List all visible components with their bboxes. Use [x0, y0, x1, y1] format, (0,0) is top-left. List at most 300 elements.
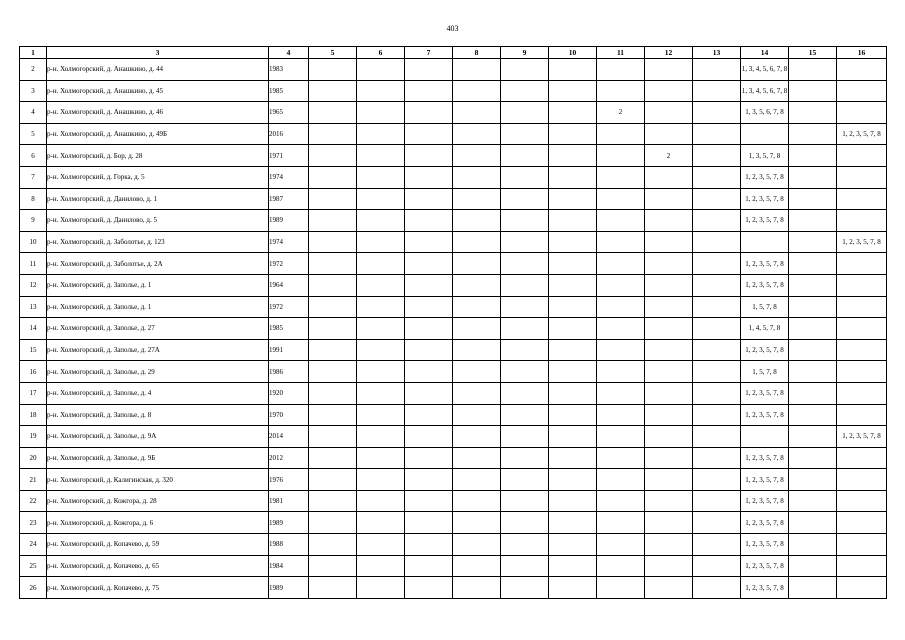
year-cell: 1986: [269, 361, 309, 383]
col-8-cell: [453, 404, 501, 426]
col-15-cell: [789, 469, 837, 491]
col-15-cell: [789, 274, 837, 296]
col-11-cell: [597, 426, 645, 448]
col-10-cell: [549, 210, 597, 232]
col-9-cell: [501, 469, 549, 491]
col-6-cell: [357, 555, 405, 577]
column-header: 9: [501, 47, 549, 59]
col-15-cell: [789, 426, 837, 448]
col-6-cell: [357, 145, 405, 167]
col-13-cell: [693, 426, 741, 448]
address-cell: р-н. Холмогорский, д. Заполье, д. 8: [47, 404, 269, 426]
col-16-cell: [837, 534, 887, 556]
col-13-cell: [693, 555, 741, 577]
address-cell: р-н. Холмогорский, д. Анашкино, д. 49Б: [47, 123, 269, 145]
col-15-cell: [789, 577, 837, 599]
table-row: [20, 490, 887, 512]
column-header: 1: [20, 47, 47, 59]
col-15-cell: [789, 382, 837, 404]
address-cell: р-н. Холмогорский, д. Бор, д. 28: [47, 145, 269, 167]
col-5-cell: [309, 231, 357, 253]
col-6-cell: [357, 274, 405, 296]
col-6-cell: [357, 231, 405, 253]
col-12-cell: [645, 404, 693, 426]
address-cell: р-н. Холмогорский, д. Копачево, д. 65: [47, 555, 269, 577]
address-cell: р-н. Холмогорский, д. Кожгора, д. 6: [47, 512, 269, 534]
col-6-cell: [357, 490, 405, 512]
col-7-cell: [405, 339, 453, 361]
col-9-cell: [501, 404, 549, 426]
year-cell: 1985: [269, 80, 309, 102]
col-8-cell: [453, 382, 501, 404]
col-8-cell: [453, 231, 501, 253]
address-cell: р-н. Холмогорский, д. Кожгора, д. 28: [47, 490, 269, 512]
table-row: [20, 145, 887, 167]
col-7-cell: [405, 361, 453, 383]
col-10-cell: [549, 426, 597, 448]
year-cell: 2016: [269, 123, 309, 145]
col-10-cell: [549, 361, 597, 383]
col-11-cell: [597, 231, 645, 253]
col-8-cell: [453, 361, 501, 383]
col-10-cell: [549, 166, 597, 188]
col-5-cell: [309, 490, 357, 512]
year-cell: 1984: [269, 555, 309, 577]
col-9-cell: [501, 102, 549, 124]
year-cell: 1989: [269, 512, 309, 534]
col-6-cell: [357, 318, 405, 340]
col-11-cell: [597, 80, 645, 102]
row-number-cell: 15: [20, 339, 47, 361]
address-cell: р-н. Холмогорский, д. Данилово, д. 1: [47, 188, 269, 210]
col-14-cell: 1, 2, 3, 5, 7, 8: [741, 469, 789, 491]
col-16-cell: [837, 102, 887, 124]
column-header: 16: [837, 47, 887, 59]
row-number-cell: 19: [20, 426, 47, 448]
year-cell: 1976: [269, 469, 309, 491]
col-11-cell: [597, 339, 645, 361]
col-15-cell: [789, 447, 837, 469]
col-13-cell: [693, 123, 741, 145]
table-row: [20, 512, 887, 534]
col-14-cell: 1, 2, 3, 5, 7, 8: [741, 512, 789, 534]
col-11-cell: [597, 447, 645, 469]
col-6-cell: [357, 361, 405, 383]
col-6-cell: [357, 469, 405, 491]
row-number-cell: 12: [20, 274, 47, 296]
col-8-cell: [453, 166, 501, 188]
col-9-cell: [501, 253, 549, 275]
address-cell: р-н. Холмогорский, д. Анашкино, д. 44: [47, 59, 269, 81]
col-16-cell: [837, 447, 887, 469]
col-6-cell: [357, 59, 405, 81]
row-number-cell: 26: [20, 577, 47, 599]
col-14-cell: 1, 2, 3, 5, 7, 8: [741, 490, 789, 512]
col-15-cell: [789, 555, 837, 577]
column-header: 5: [309, 47, 357, 59]
col-5-cell: [309, 339, 357, 361]
col-6-cell: [357, 80, 405, 102]
col-13-cell: [693, 274, 741, 296]
page-number: 403: [446, 24, 459, 33]
col-12-cell: [645, 555, 693, 577]
table-row: [20, 188, 887, 210]
col-14-cell: 1, 2, 3, 5, 7, 8: [741, 339, 789, 361]
col-12-cell: [645, 512, 693, 534]
col-12-cell: [645, 253, 693, 275]
col-12-cell: [645, 382, 693, 404]
address-cell: р-н. Холмогорский, д. Копачево, д. 75: [47, 577, 269, 599]
year-cell: 1981: [269, 490, 309, 512]
column-header: 4: [269, 47, 309, 59]
col-11-cell: [597, 253, 645, 275]
col-16-cell: [837, 490, 887, 512]
col-12-cell: [645, 296, 693, 318]
col-9-cell: [501, 426, 549, 448]
address-cell: р-н. Холмогорский, д. Заполье, д. 1: [47, 296, 269, 318]
col-7-cell: [405, 274, 453, 296]
col-10-cell: [549, 188, 597, 210]
col-12-cell: [645, 210, 693, 232]
col-12-cell: [645, 166, 693, 188]
col-5-cell: [309, 534, 357, 556]
col-5-cell: [309, 123, 357, 145]
row-number-cell: 21: [20, 469, 47, 491]
column-header: 6: [357, 47, 405, 59]
col-5-cell: [309, 469, 357, 491]
col-15-cell: [789, 534, 837, 556]
col-6-cell: [357, 166, 405, 188]
col-9-cell: [501, 274, 549, 296]
col-12-cell: [645, 231, 693, 253]
col-7-cell: [405, 145, 453, 167]
year-cell: 1965: [269, 102, 309, 124]
col-11-cell: [597, 361, 645, 383]
col-8-cell: [453, 555, 501, 577]
col-14-cell: 1, 3, 5, 6, 7, 8: [741, 102, 789, 124]
col-5-cell: [309, 318, 357, 340]
col-10-cell: [549, 318, 597, 340]
col-8-cell: [453, 123, 501, 145]
col-14-cell: 1, 2, 3, 5, 7, 8: [741, 166, 789, 188]
table-row: [20, 426, 887, 448]
col-8-cell: [453, 274, 501, 296]
col-6-cell: [357, 577, 405, 599]
col-5-cell: [309, 404, 357, 426]
col-6-cell: [357, 404, 405, 426]
row-number-cell: 22: [20, 490, 47, 512]
col-10-cell: [549, 512, 597, 534]
table-row: [20, 339, 887, 361]
col-6-cell: [357, 512, 405, 534]
col-15-cell: [789, 80, 837, 102]
col-10-cell: [549, 534, 597, 556]
row-number-cell: 11: [20, 253, 47, 275]
col-9-cell: [501, 59, 549, 81]
col-10-cell: [549, 102, 597, 124]
col-8-cell: [453, 577, 501, 599]
year-cell: 1991: [269, 339, 309, 361]
row-number-cell: 24: [20, 534, 47, 556]
col-16-cell: [837, 404, 887, 426]
address-cell: р-н. Холмогорский, д. Горка, д. 5: [47, 166, 269, 188]
col-6-cell: [357, 339, 405, 361]
col-7-cell: [405, 210, 453, 232]
year-cell: 1964: [269, 274, 309, 296]
col-16-cell: [837, 469, 887, 491]
col-13-cell: [693, 188, 741, 210]
row-number-cell: 10: [20, 231, 47, 253]
col-10-cell: [549, 231, 597, 253]
col-16-cell: [837, 145, 887, 167]
col-12-cell: [645, 469, 693, 491]
col-5-cell: [309, 188, 357, 210]
col-11-cell: [597, 59, 645, 81]
row-number-cell: 6: [20, 145, 47, 167]
col-7-cell: [405, 469, 453, 491]
col-13-cell: [693, 404, 741, 426]
col-9-cell: [501, 512, 549, 534]
row-number-cell: 5: [20, 123, 47, 145]
col-16-cell: [837, 296, 887, 318]
column-header: 8: [453, 47, 501, 59]
column-header: 10: [549, 47, 597, 59]
col-7-cell: [405, 188, 453, 210]
col-12-cell: [645, 361, 693, 383]
table-row: [20, 274, 887, 296]
col-5-cell: [309, 577, 357, 599]
table-row: [20, 231, 887, 253]
table-row: [20, 447, 887, 469]
col-11-cell: [597, 382, 645, 404]
address-cell: р-н. Холмогорский, д. Заполье, д. 4: [47, 382, 269, 404]
col-14-cell: 1, 2, 3, 5, 7, 8: [741, 188, 789, 210]
col-15-cell: [789, 145, 837, 167]
col-10-cell: [549, 577, 597, 599]
col-6-cell: [357, 382, 405, 404]
col-5-cell: [309, 512, 357, 534]
col-11-cell: 2: [597, 102, 645, 124]
col-12-cell: [645, 490, 693, 512]
col-9-cell: [501, 490, 549, 512]
column-header: 7: [405, 47, 453, 59]
col-9-cell: [501, 339, 549, 361]
column-header: 12: [645, 47, 693, 59]
col-5-cell: [309, 80, 357, 102]
column-header: 13: [693, 47, 741, 59]
year-cell: 1985: [269, 318, 309, 340]
col-5-cell: [309, 426, 357, 448]
table-row: [20, 166, 887, 188]
year-cell: 1983: [269, 59, 309, 81]
col-14-cell: 1, 3, 5, 7, 8: [741, 145, 789, 167]
col-5-cell: [309, 102, 357, 124]
year-cell: 1970: [269, 404, 309, 426]
col-8-cell: [453, 80, 501, 102]
col-13-cell: [693, 59, 741, 81]
col-15-cell: [789, 210, 837, 232]
col-7-cell: [405, 166, 453, 188]
col-11-cell: [597, 490, 645, 512]
col-5-cell: [309, 59, 357, 81]
col-13-cell: [693, 534, 741, 556]
col-15-cell: [789, 404, 837, 426]
address-cell: р-н. Холмогорский, д. Данилово, д. 5: [47, 210, 269, 232]
col-14-cell: 1, 4, 5, 7, 8: [741, 318, 789, 340]
col-6-cell: [357, 253, 405, 275]
col-6-cell: [357, 447, 405, 469]
col-9-cell: [501, 188, 549, 210]
year-cell: 1972: [269, 296, 309, 318]
col-14-cell: [741, 426, 789, 448]
col-10-cell: [549, 145, 597, 167]
col-9-cell: [501, 231, 549, 253]
col-14-cell: 1, 2, 3, 5, 7, 8: [741, 382, 789, 404]
col-6-cell: [357, 426, 405, 448]
row-number-cell: 2: [20, 59, 47, 81]
year-cell: 1988: [269, 534, 309, 556]
col-13-cell: [693, 512, 741, 534]
col-8-cell: [453, 469, 501, 491]
year-cell: 1974: [269, 231, 309, 253]
col-10-cell: [549, 404, 597, 426]
col-9-cell: [501, 577, 549, 599]
col-9-cell: [501, 296, 549, 318]
col-16-cell: [837, 253, 887, 275]
col-5-cell: [309, 145, 357, 167]
col-16-cell: [837, 318, 887, 340]
col-16-cell: [837, 59, 887, 81]
col-7-cell: [405, 512, 453, 534]
col-13-cell: [693, 296, 741, 318]
col-5-cell: [309, 555, 357, 577]
col-13-cell: [693, 490, 741, 512]
col-8-cell: [453, 296, 501, 318]
col-9-cell: [501, 145, 549, 167]
col-14-cell: 1, 2, 3, 5, 7, 8: [741, 577, 789, 599]
col-13-cell: [693, 361, 741, 383]
table-row: [20, 534, 887, 556]
col-13-cell: [693, 145, 741, 167]
year-cell: 1989: [269, 210, 309, 232]
col-14-cell: 1, 2, 3, 5, 7, 8: [741, 534, 789, 556]
col-10-cell: [549, 80, 597, 102]
col-12-cell: [645, 274, 693, 296]
table-row: [20, 296, 887, 318]
col-5-cell: [309, 296, 357, 318]
col-9-cell: [501, 534, 549, 556]
col-10-cell: [549, 123, 597, 145]
col-10-cell: [549, 555, 597, 577]
address-cell: р-н. Холмогорский, д. Заболотье, д. 2А: [47, 253, 269, 275]
col-6-cell: [357, 102, 405, 124]
col-9-cell: [501, 210, 549, 232]
col-8-cell: [453, 210, 501, 232]
address-cell: р-н. Холмогорский, д. Калигинская, д. 320: [47, 469, 269, 491]
col-14-cell: 1, 2, 3, 5, 7, 8: [741, 447, 789, 469]
col-12-cell: [645, 188, 693, 210]
col-11-cell: [597, 274, 645, 296]
col-15-cell: [789, 512, 837, 534]
row-number-cell: 17: [20, 382, 47, 404]
row-number-cell: 23: [20, 512, 47, 534]
col-12-cell: [645, 102, 693, 124]
col-12-cell: [645, 318, 693, 340]
col-7-cell: [405, 382, 453, 404]
table-row: [20, 59, 887, 81]
col-11-cell: [597, 188, 645, 210]
col-8-cell: [453, 145, 501, 167]
col-16-cell: [837, 339, 887, 361]
col-7-cell: [405, 318, 453, 340]
col-7-cell: [405, 577, 453, 599]
year-cell: 2012: [269, 447, 309, 469]
col-8-cell: [453, 102, 501, 124]
col-10-cell: [549, 469, 597, 491]
address-cell: р-н. Холмогорский, д. Заполье, д. 27А: [47, 339, 269, 361]
col-5-cell: [309, 253, 357, 275]
col-13-cell: [693, 469, 741, 491]
col-8-cell: [453, 318, 501, 340]
row-number-cell: 13: [20, 296, 47, 318]
col-11-cell: [597, 296, 645, 318]
col-9-cell: [501, 80, 549, 102]
col-5-cell: [309, 210, 357, 232]
col-9-cell: [501, 123, 549, 145]
table-row: [20, 318, 887, 340]
col-8-cell: [453, 339, 501, 361]
col-5-cell: [309, 382, 357, 404]
col-16-cell: [837, 577, 887, 599]
col-7-cell: [405, 490, 453, 512]
year-cell: 1971: [269, 145, 309, 167]
col-14-cell: 1, 5, 7, 8: [741, 361, 789, 383]
col-6-cell: [357, 534, 405, 556]
address-cell: р-н. Холмогорский, д. Заполье, д. 9А: [47, 426, 269, 448]
col-10-cell: [549, 59, 597, 81]
col-13-cell: [693, 382, 741, 404]
row-number-cell: 16: [20, 361, 47, 383]
col-9-cell: [501, 382, 549, 404]
year-cell: 1987: [269, 188, 309, 210]
row-number-cell: 9: [20, 210, 47, 232]
col-15-cell: [789, 188, 837, 210]
table-row: [20, 555, 887, 577]
col-12-cell: [645, 577, 693, 599]
col-16-cell: [837, 210, 887, 232]
col-13-cell: [693, 231, 741, 253]
col-13-cell: [693, 318, 741, 340]
col-12-cell: [645, 534, 693, 556]
table-row: [20, 253, 887, 275]
col-6-cell: [357, 123, 405, 145]
col-7-cell: [405, 253, 453, 275]
col-15-cell: [789, 231, 837, 253]
col-14-cell: 1, 2, 3, 5, 7, 8: [741, 253, 789, 275]
table-row: [20, 577, 887, 599]
col-10-cell: [549, 447, 597, 469]
col-16-cell: [837, 555, 887, 577]
address-cell: р-н. Холмогорский, д. Заполье, д. 29: [47, 361, 269, 383]
col-16-cell: [837, 274, 887, 296]
col-14-cell: 1, 2, 3, 5, 7, 8: [741, 210, 789, 232]
col-8-cell: [453, 447, 501, 469]
col-12-cell: 2: [645, 145, 693, 167]
table-row: [20, 361, 887, 383]
col-15-cell: [789, 166, 837, 188]
col-9-cell: [501, 361, 549, 383]
col-12-cell: [645, 339, 693, 361]
